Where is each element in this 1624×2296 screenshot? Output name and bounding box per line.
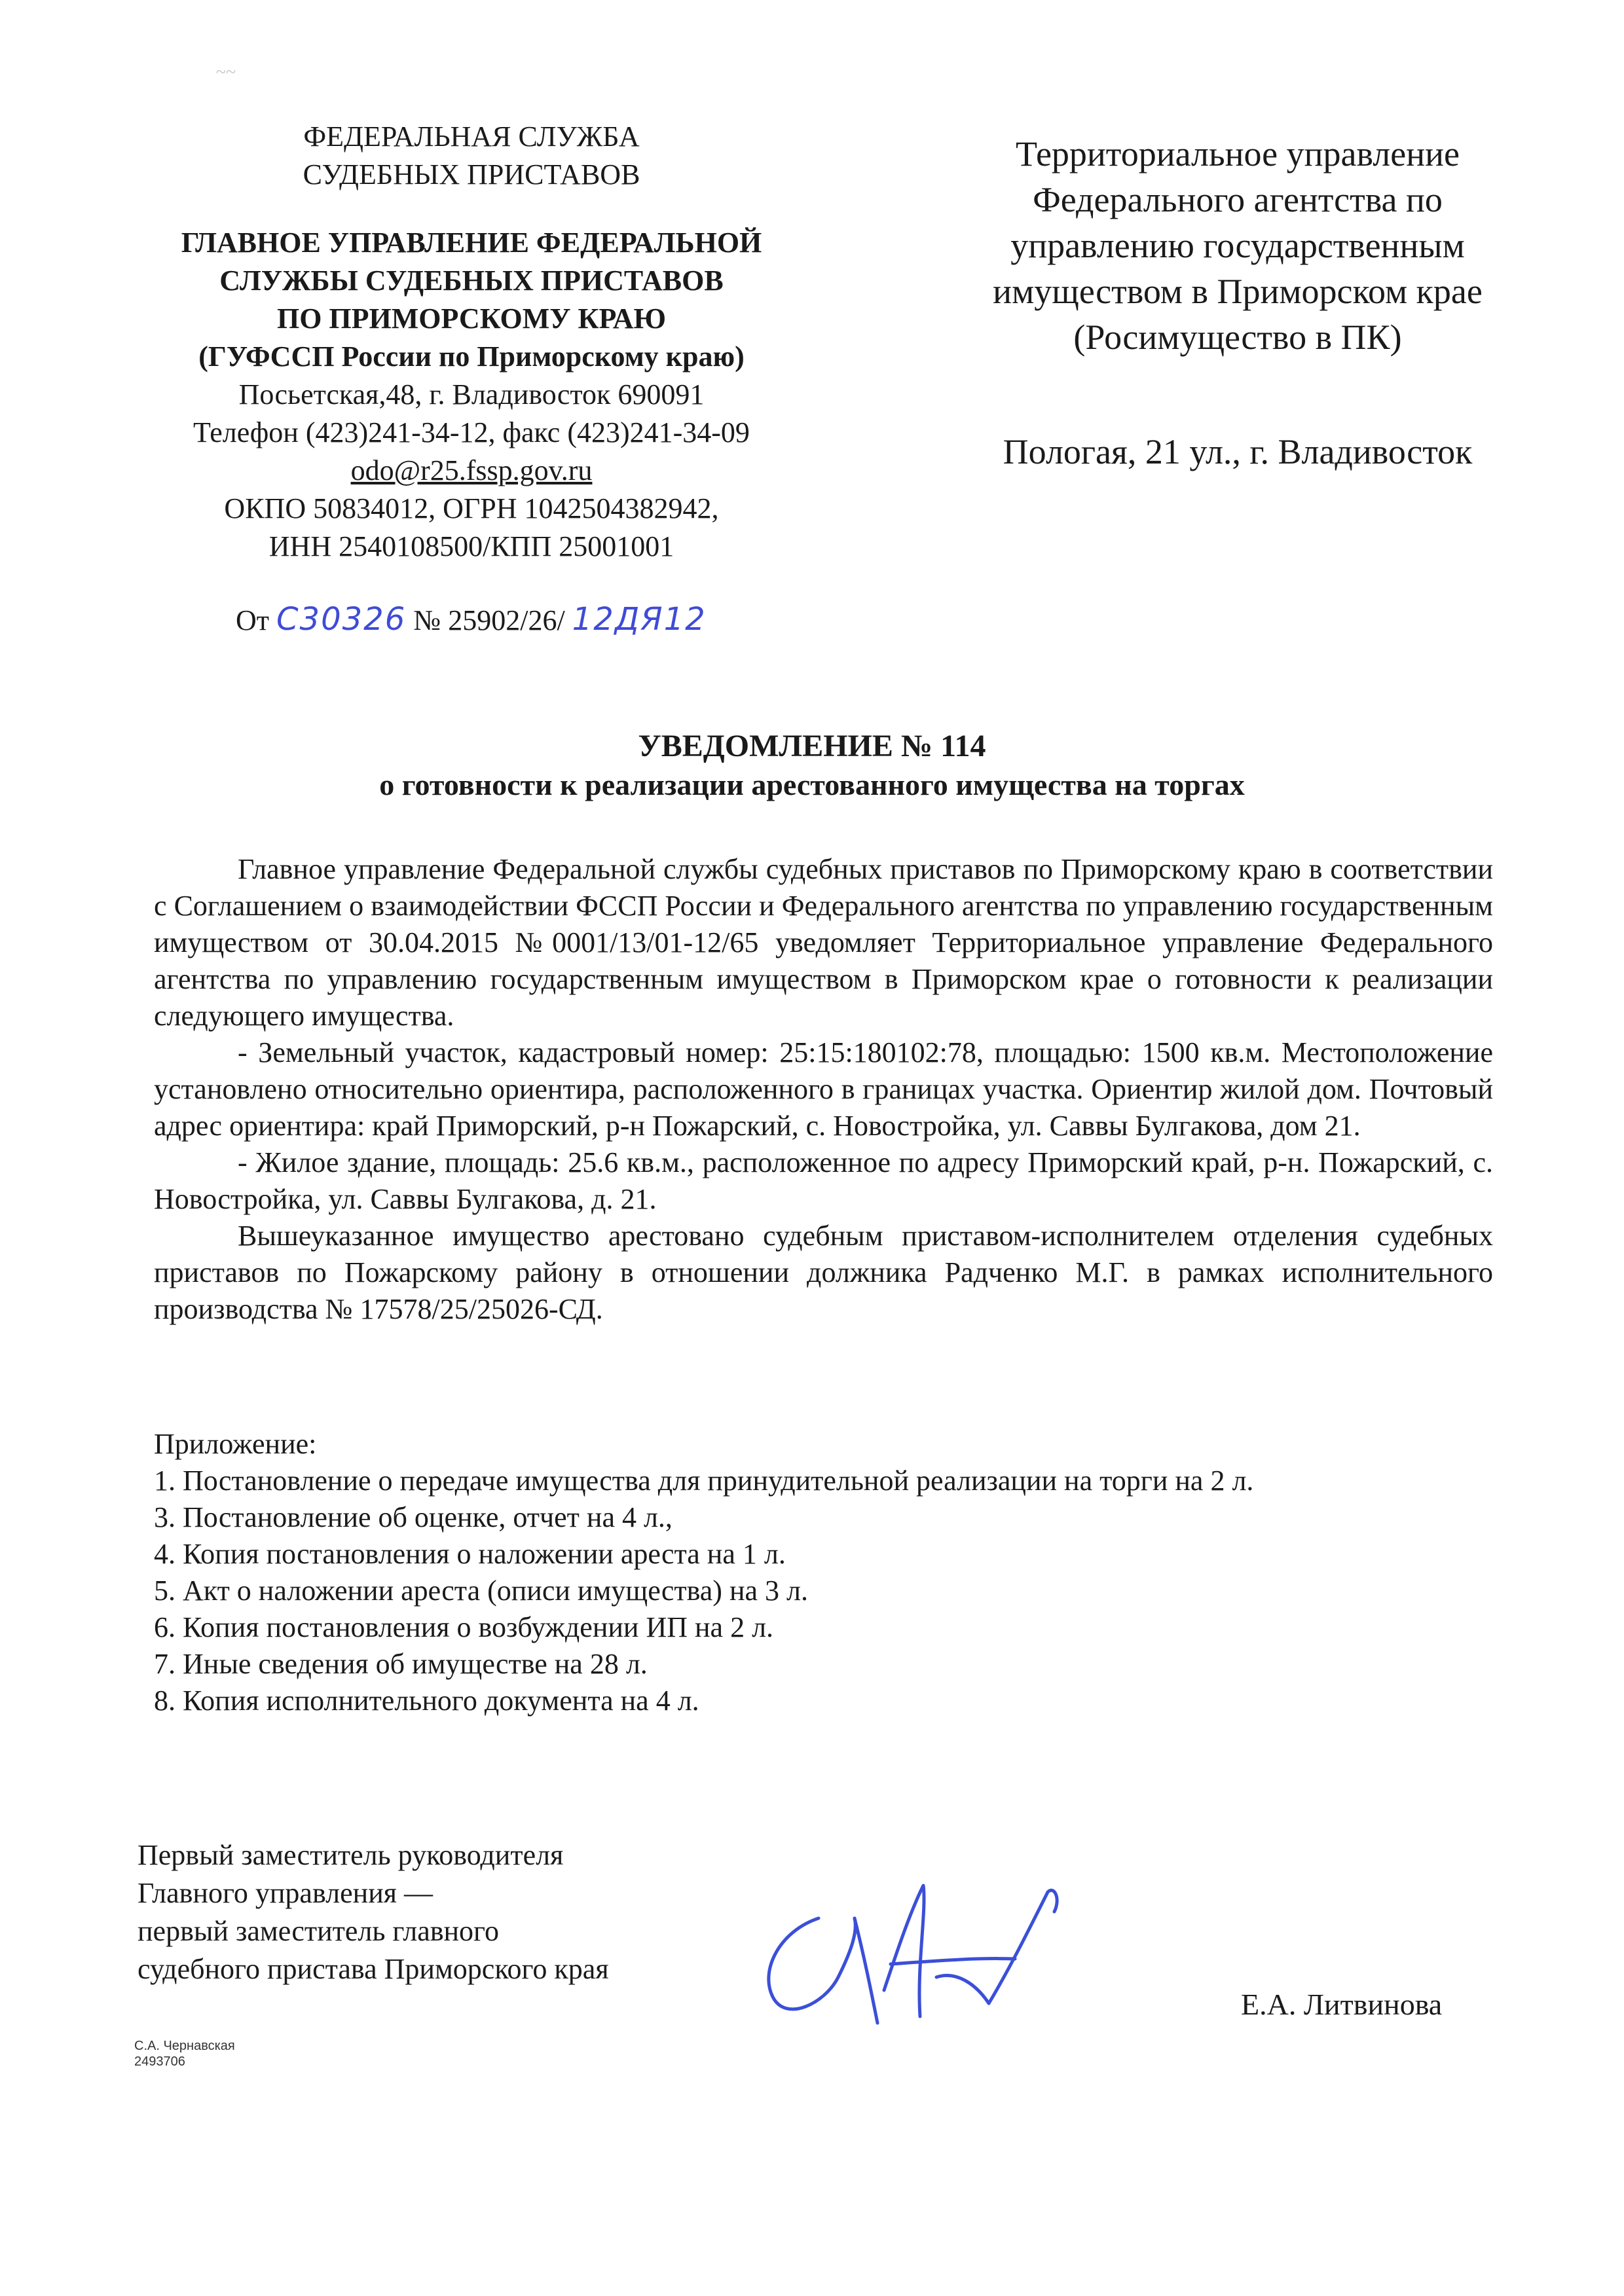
body-paragraph-land-plot: - Земельный участок, кадастровый номер: 25:15:180102:78, площадью: 1500 кв.м. Местоположение установлено относительно ориентира, расположенного в границах участка. Ориентир жилой дом. Почтовый адрес ориентира: край Приморский, р-н Пожарский, с. Новостройка, ул. Саввы Булгакова, дом 21. [154, 1036, 1493, 1142]
notice-title: УВЕДОМЛЕНИЕ № 114 [638, 729, 986, 763]
ref-from-label: От [236, 604, 270, 636]
recipient-line-2: Федерального агентства по [1033, 180, 1443, 219]
document-title [0, 727, 1624, 804]
position-line-1: Первый заместитель руководителя [138, 1839, 564, 1871]
sender-phone: Телефон (423)241-34-12, факс (423)241-34-09 [193, 416, 750, 448]
signatory-position [138, 1836, 609, 1988]
recipient-header [904, 131, 1572, 475]
department-name-line-3: ПО ПРИМОРСКОМУ КРАЮ [276, 302, 667, 335]
position-line-2: Главного управления — [138, 1877, 433, 1909]
signature-stroke [769, 1918, 855, 2009]
signature-stroke [936, 1975, 989, 2003]
attachments-block [154, 1426, 1529, 1719]
sender-header [92, 118, 851, 566]
body-paragraph-arrest: Вышеуказанное имущество арестовано судебным приставом-исполнителем отделения судебных приставов по Пожарскому району в отношении должника Радченко М.Г. в рамках исполнительного производства № 17578/25/25026-СД. [154, 1220, 1493, 1325]
department-name-line-2: СЛУЖБЫ СУДЕБНЫХ ПРИСТАВОВ [219, 264, 724, 297]
department-name-line-1: ГЛАВНОЕ УПРАВЛЕНИЕ ФЕДЕРАЛЬНОЙ [181, 227, 762, 259]
position-line-4: судебного пристава Приморского края [138, 1953, 609, 1985]
handwritten-signature [740, 1872, 1107, 2043]
recipient-address: Пологая, 21 ул., г. Владивосток [1003, 432, 1473, 471]
signer-name: Е.А. Литвинова [1241, 1988, 1443, 2021]
ref-number-handwritten: 12ДЯ12 [572, 601, 707, 638]
attachment-item: 4. Копия постановления о наложении ареста на 1 л. [154, 1538, 786, 1570]
signature-stroke [989, 1890, 1057, 2003]
signature-stroke [891, 1959, 1015, 1964]
sender-email-link[interactable]: odo@r25.fssp.gov.ru [350, 454, 593, 486]
body-paragraph-1: Главное управление Федеральной службы судебных приставов по Приморскому краю в соответствии с Соглашением о взаимодействии ФССП России и Федерального агентства по управлению государственным имуществом от 30.04.2015 №0001/13/01-12/65 уведомляет Территориальное управление Федерального агентства по управлению государственным имуществом в Приморском крае о готовности к реализации следующего имущества. [154, 853, 1493, 1032]
sender-okpo: ОКПО 50834012, ОГРН 1042504382942, [224, 492, 719, 524]
recipient-line-4: имуществом в Приморском крае [993, 272, 1483, 311]
attachments-heading: Приложение: [154, 1428, 317, 1460]
service-name-line-1: ФЕДЕРАЛЬНАЯ СЛУЖБА [303, 120, 640, 153]
service-name-line-2: СУДЕБНЫХ ПРИСТАВОВ [303, 158, 640, 191]
signature-stroke [855, 1918, 877, 2023]
sender-address: Посьетская,48, г. Владивосток 690091 [238, 378, 705, 410]
executor-info [134, 2038, 235, 2069]
department-abbr: (ГУФССП России по Приморскому краю) [198, 340, 745, 373]
body-paragraph-building: - Жилое здание, площадь: 25.6 кв.м., расположенное по адресу Приморский край, р-н. Пожарский, с. Новостройка, ул. Саввы Булгакова, д. 21. [154, 1146, 1493, 1215]
signature-stroke [884, 1886, 924, 2016]
executor-phone: 2493706 [134, 2054, 185, 2069]
attachment-item: 1. Постановление о передаче имущества для принудительной реализации на торги на 2 л. [154, 1465, 1254, 1497]
attachment-item: 6. Копия постановления о возбуждении ИП на 2 л. [154, 1611, 774, 1643]
attachment-item: 8. Копия исполнительного документа на 4 л. [154, 1685, 699, 1717]
ref-number-label: № 25902/26/ [413, 604, 565, 636]
notice-body [154, 851, 1493, 1328]
recipient-line-1: Территориальное управление [1016, 134, 1460, 173]
sender-inn: ИНН 2540108500/КПП 25001001 [268, 530, 674, 562]
notice-subtitle: о готовности к реализации арестованного имущества на торгах [379, 768, 1245, 801]
outgoing-reference [236, 601, 707, 638]
recipient-line-5: (Росимущество в ПК) [1073, 318, 1402, 357]
attachment-item: 3. Постановление об оценке, отчет на 4 л., [154, 1501, 673, 1533]
executor-name: С.А. Чернавская [134, 2039, 235, 2053]
attachment-item: 5. Акт о наложении ареста (описи имущества) на 3 л. [154, 1575, 808, 1607]
attachments-list [154, 1463, 1529, 1719]
ref-date-handwritten: С30326 [276, 601, 407, 638]
attachment-item: 7. Иные сведения об имуществе на 28 л. [154, 1648, 648, 1680]
position-line-3: первый заместитель главного [138, 1915, 499, 1947]
recipient-line-3: управлению государственным [1010, 226, 1465, 265]
scan-mark: ~~ [216, 62, 236, 82]
